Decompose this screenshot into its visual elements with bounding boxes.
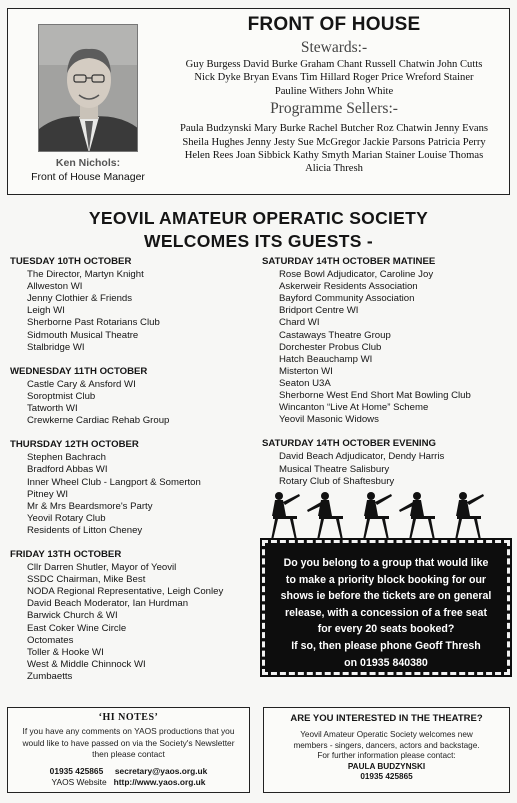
hi-notes-line: then please contact	[92, 749, 165, 759]
stewards-line: Guy Burgess David Burke Graham Chant Russell Chatwin John Cutts	[185, 59, 483, 70]
booking-line: shows ie before the tickets are on general	[280, 590, 492, 603]
front-of-house-box	[7, 8, 510, 195]
interest-body	[264, 730, 509, 762]
booking-line: If so, then please phone Geoff Thresh	[291, 639, 481, 652]
chorus-line-silhouette-illustration	[263, 490, 508, 542]
guest-item: Soroptmist Club	[27, 390, 96, 402]
manager-role: Front of House Manager	[31, 171, 145, 183]
interest-line: members - singers, dancers, actors and backstage.	[293, 740, 480, 750]
guest-item: SSDC Chairman, Mike Best	[27, 574, 146, 586]
hi-notes-email-link[interactable]: secretary@yaos.org.uk	[114, 765, 208, 776]
sellers-list	[160, 122, 508, 176]
stewards-list	[160, 58, 508, 98]
guest-item: Stalbridge WI	[27, 341, 85, 353]
guest-item: Sherborne West End Short Mat Bowling Club	[279, 390, 471, 402]
guest-day-title: THURSDAY 12TH OCTOBER	[10, 439, 139, 451]
manager-photo	[38, 24, 138, 152]
hi-notes-line: If you have any comments on YAOS productions that you	[22, 726, 235, 736]
welcome-heading	[0, 207, 517, 253]
guest-day-title: SATURDAY 14TH OCTOBER EVENING	[262, 438, 436, 450]
guest-item: Musical Theatre Salisbury	[279, 463, 390, 475]
guest-item: Pitney WI	[27, 488, 69, 500]
guest-item: David Beach Adjudicator, Dendy Harris	[279, 451, 445, 463]
sellers-line: Paula Budzynski Mary Burke Rachel Butcher Roz Chatwin Jenny Evans	[179, 123, 489, 135]
guest-item: East Coker Wine Circle	[27, 622, 127, 634]
hi-notes-contact	[8, 766, 249, 789]
guest-item: Sidmouth Musical Theatre	[27, 329, 139, 341]
manager-name: Ken Nichols:	[55, 157, 121, 169]
guest-item: Rose Bowl Adjudicator, Caroline Joy	[279, 269, 434, 281]
interest-contact-name: PAULA BUDZYNSKI	[347, 761, 426, 771]
stewards-heading: Stewards:-	[300, 39, 368, 56]
guest-item: Octomates	[27, 634, 74, 646]
guest-item: Cllr Darren Shutler, Mayor of Yeovil	[27, 562, 177, 574]
guest-day-title: TUESDAY 10TH OCTOBER	[10, 256, 132, 267]
guest-item: Crewkerne Cardiac Rehab Group	[27, 415, 170, 427]
booking-line: Do you belong to a group that would like	[283, 557, 489, 569]
guest-day-group	[10, 366, 255, 427]
theatre-interest-box	[263, 707, 510, 793]
front-of-house-title: FRONT OF HOUSE	[247, 14, 421, 35]
hi-notes-box	[7, 707, 250, 793]
stewards-line: Nick Dyke Bryan Evans Tim Hillard Roger Price Wreford Stainer	[194, 72, 474, 84]
guest-day-title: WEDNESDAY 11TH OCTOBER	[10, 365, 148, 377]
guest-day-group	[10, 256, 255, 354]
booking-line: on 01935 840380	[344, 656, 428, 669]
guests-left-column	[10, 256, 255, 695]
sellers-line: Alicia Thresh	[305, 163, 363, 175]
guest-day-group	[10, 549, 255, 683]
guest-item: The Director, Martyn Knight	[27, 269, 144, 281]
guest-item: Dorchester Probus Club	[279, 341, 382, 353]
hi-notes-title: ‘HI NOTES’	[98, 712, 159, 723]
guest-item: Rotary Club of Shaftesbury	[279, 475, 395, 487]
guest-item: Castaways Theatre Group	[279, 329, 391, 341]
hi-notes-line: would like to have passed on via the Society's Newsletter	[22, 737, 235, 748]
stewards-line: Pauline Withers John White	[274, 85, 394, 97]
guest-day-group	[10, 439, 255, 537]
priority-booking-box	[262, 540, 510, 675]
hi-notes-phone: 01935 425865	[49, 765, 104, 776]
guest-item: Stephen Bachrach	[27, 452, 106, 464]
guest-item: West & Middle Chinnock WI	[27, 658, 146, 670]
guest-item: Yeovil Masonic Widows	[279, 414, 379, 426]
guest-item: Yeovil Rotary Club	[27, 512, 106, 524]
guest-item: Inner Wheel Club - Langport & Somerton	[27, 476, 201, 488]
guest-item: Hatch Beauchamp WI	[279, 353, 373, 365]
guest-item: Sherborne Past Rotarians Club	[27, 317, 160, 329]
interest-line: For further information please contact:	[317, 751, 456, 760]
guest-item: Zumbaetts	[27, 670, 73, 682]
guest-day-group	[262, 256, 512, 426]
guest-item: Leigh WI	[27, 305, 65, 317]
guest-day-title: SATURDAY 14TH OCTOBER MATINEE	[262, 256, 436, 267]
guest-day-title: FRIDAY 13TH OCTOBER	[10, 548, 122, 560]
booking-line: release, with a concession of a free seat	[285, 606, 487, 619]
guest-item: Chard WI	[279, 317, 320, 329]
welcome-line-2: WELCOMES ITS GUESTS -	[144, 231, 373, 251]
guest-item: Tatworth WI	[27, 403, 78, 415]
booking-line: for every 20 seats booked?	[317, 623, 455, 636]
guests-right-column	[262, 256, 512, 500]
hi-notes-website-label: YAOS Website	[51, 777, 107, 787]
guest-item: Askerweir Residents Association	[279, 281, 418, 293]
guest-item: Mr & Mrs Beardsmore's Party	[27, 500, 153, 512]
sellers-line: Sheila Hughes Jenny Jesty Sue McGregor Jackie Parsons Patricia Perry	[182, 136, 486, 148]
hi-notes-body	[8, 726, 249, 761]
hi-notes-website-link[interactable]: http://www.yaos.org.uk	[113, 777, 206, 787]
guest-item: Wincanton “Live At Home” Scheme	[279, 402, 429, 414]
guest-item: Jenny Clothier & Friends	[27, 293, 133, 305]
guest-item: Misterton WI	[279, 365, 333, 377]
guest-item: Bridport Centre WI	[279, 305, 359, 317]
welcome-line-1: YEOVIL AMATEUR OPERATIC SOCIETY	[88, 208, 429, 228]
guest-item: David Beach Moderator, Ian Hurdman	[27, 598, 189, 610]
guest-item: Seaton U3A	[279, 377, 331, 389]
interest-contact-phone: 01935 425865	[360, 772, 413, 781]
interest-line: Yeovil Amateur Operatic Society welcomes new	[300, 730, 473, 739]
sellers-heading: Programme Sellers:-	[270, 100, 398, 118]
guest-item: Toller & Hooke WI	[27, 646, 104, 658]
guest-day-group	[262, 438, 512, 487]
guest-item: Residents of Litton Cheney	[27, 524, 143, 536]
guest-item: Bayford Community Association	[279, 293, 415, 305]
interest-title: ARE YOU INTERESTED IN THE THEATRE?	[290, 713, 483, 724]
sellers-line: Helen Rees Joan Sibbick Kathy Smyth Marian Stainer Louise Thomas	[184, 150, 484, 162]
guest-item: Barwick Church & WI	[27, 610, 118, 622]
guest-item: Castle Cary & Ansford WI	[27, 378, 136, 390]
guest-item: Allweston WI	[27, 281, 83, 293]
booking-line: to make a priority block booking for our	[285, 573, 487, 586]
front-of-house-lists	[160, 13, 508, 176]
guest-item: Bradford Abbas WI	[27, 464, 108, 476]
guest-item: NODA Regional Representative, Leigh Conley	[27, 586, 224, 598]
